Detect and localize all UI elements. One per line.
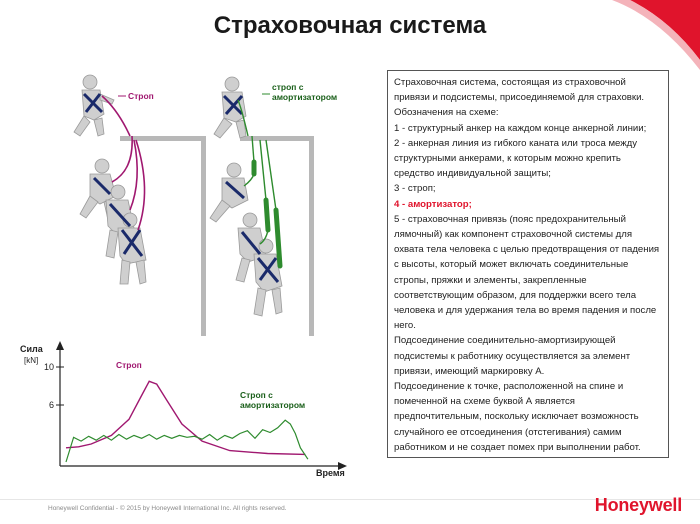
- description-paragraph: Подсоединение к точке, расположенной на спине и помеченной на схеме буквой А является предпочтительным, поскольку исключает возможность случайного ее отсоединения (отстегивания) самим работником и не создает помех при выполнении работ.: [394, 381, 641, 453]
- description-paragraph: 1 - структурный анкер на каждом конце анкерной линии;: [394, 122, 647, 134]
- right-sling-label-line1: строп с: [272, 82, 304, 92]
- y-tick-label: 10: [43, 362, 54, 372]
- description-paragraph: Обозначения на схеме:: [394, 107, 499, 119]
- y-axis-arrow: [56, 341, 64, 350]
- slide-title: Страховочная система: [213, 12, 487, 39]
- right-sling-label-line2: амортизатором: [272, 92, 338, 102]
- left-worker-figures: [74, 75, 146, 284]
- y-axis-label: Сила: [20, 344, 43, 354]
- description-paragraph-highlight: 4 - амортизатор;: [394, 198, 472, 210]
- description-paragraph: Подсоединение соединительно-амортизирующей подсистемы к работнику осуществляется за элемент привязи, имеющий маркировку А.: [394, 335, 631, 377]
- description-paragraph: 5 - страховочная привязь (пояс предохранительный лямочный) как компонент страховочной системы для охвата тела человека с целью предотвращения от падения с высоты, который может включать соединительные стропы, пряжки и элементы, закрепленные соответствующим образом, для поддержки всего тела человека и для удержания тела во время падения и после него.: [394, 213, 660, 332]
- brand-logo: Honeywell: [594, 495, 682, 515]
- x-axis-label: Время: [316, 468, 345, 478]
- series-label-sling: Строп: [116, 360, 142, 370]
- y-tick-label: 6: [48, 400, 54, 410]
- y-axis-unit: [kN]: [24, 356, 39, 365]
- force-chart: [18, 338, 348, 478]
- series-line-absorber: [66, 420, 308, 462]
- right-worker-figures: [210, 77, 282, 316]
- description-paragraph: 3 - строп;: [394, 183, 436, 195]
- left-sling-label: Строп: [128, 91, 154, 101]
- description-paragraph: Страховочная система, состоящая из страховочной привязи и подсистемы, присоединяемой для страховки.: [394, 77, 645, 104]
- description-paragraph: 2 - анкерная линия из гибкого каната или троса между структурными анкерами, к которым можно крепить средство индивидуальной защиты;: [394, 137, 638, 180]
- series-label-absorber-line1: Строп с: [240, 390, 273, 400]
- fall-illustration: [60, 70, 338, 340]
- series-label-absorber-line2: амортизатором: [240, 400, 306, 410]
- footer-copyright: Honeywell Confidential - © 2015 by Honeywell International Inc. All rights reserved.: [48, 505, 287, 512]
- description-panel: [387, 70, 669, 458]
